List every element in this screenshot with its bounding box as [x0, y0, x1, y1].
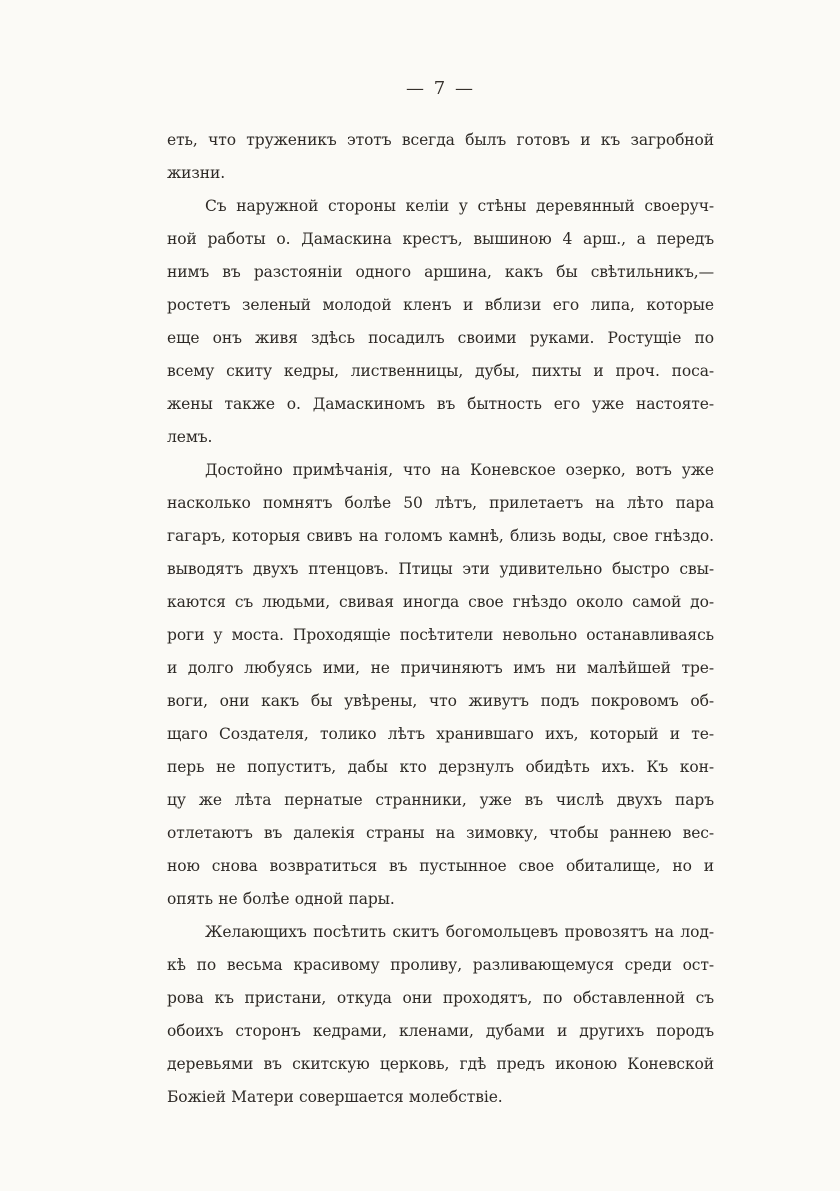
text-line: нимъ въ разстояніи одного аршина, какъ бы свѣтильникъ,— [167, 263, 714, 281]
text-line: жены также о. Дамаскиномъ въ бытность его уже настояте- [167, 395, 714, 413]
text-line: жизни. [167, 164, 226, 182]
text-line: Съ наружной стороны келіи у стѣны деревянный своеруч- [205, 197, 714, 215]
text-line: деревьями въ скитскую церковь, гдѣ предъ иконою Коневской [167, 1055, 714, 1073]
text-line: ной работы о. Дамаскина крестъ, вышиною 4 арш., а передъ [167, 230, 714, 248]
paragraph [167, 190, 714, 454]
text-line: и долго любуясь ими, не причиняютъ имъ ни малѣйшей тре- [167, 659, 714, 677]
text-line: обоихъ сторонъ кедрами, кленами, дубами и другихъ породъ [167, 1022, 714, 1040]
text-line: Желающихъ посѣтить скитъ богомольцевъ провозятъ на лод- [205, 923, 714, 941]
text-line: опять не болѣе одной пары. [167, 890, 395, 908]
paragraph [167, 124, 714, 190]
text-line: кѣ по весьма красивому проливу, разливающемуся среди ост- [167, 956, 714, 974]
text-line: Достойно примѣчанія, что на Коневское озерко, вотъ уже [205, 461, 714, 479]
text-line: лемъ. [167, 428, 213, 446]
text-line: еще онъ живя здѣсь посадилъ своими руками. Ростущіе по [167, 329, 714, 347]
page-text [167, 124, 714, 1114]
text-line: ростетъ зеленый молодой кленъ и вблизи его липа, которые [167, 296, 714, 314]
text-line: всему скиту кедры, лиственницы, дубы, пихты и проч. поса- [167, 362, 714, 380]
text-line: Божіей Матери совершается молебствіе. [167, 1088, 503, 1106]
text-line: перь не попуститъ, дабы кто дерзнулъ обидѣть ихъ. Къ кон- [167, 758, 714, 776]
text-line: ною снова возвратиться въ пустынное свое обиталище, но и [167, 857, 714, 875]
text-line: отлетаютъ въ далекія страны на зимовку, чтобы раннею вес- [167, 824, 714, 842]
text-line: роги у моста. Проходящіе посѣтители невольно останавливаясь [167, 626, 714, 644]
text-line: рова къ пристани, откуда они проходятъ, по обставленной съ [167, 989, 714, 1007]
text-line: цу же лѣта пернатые странники, уже въ числѣ двухъ паръ [167, 791, 714, 809]
text-line: гагаръ, которыя свивъ на голомъ камнѣ, близь воды, свое гнѣздо. [167, 527, 714, 545]
text-line: выводятъ двухъ птенцовъ. Птицы эти удивительно быстро свы- [167, 560, 714, 578]
text-line: щаго Создателя, толико лѣтъ хранившаго ихъ, который и те- [167, 725, 714, 743]
text-line: воги, они какъ бы увѣрены, что живутъ подъ покровомъ об- [167, 692, 714, 710]
text-line: каются съ людьми, свивая иногда свое гнѣздо около самой до- [167, 593, 714, 611]
text-line: насколько помнятъ болѣе 50 лѣтъ, прилетаетъ на лѣто пара [167, 494, 714, 512]
page-number: — 7 — [406, 78, 475, 99]
text-line: еть, что труженикъ этотъ всегда былъ готовъ и къ загробной [167, 131, 714, 149]
paragraph [167, 454, 714, 916]
paragraph [167, 916, 714, 1114]
